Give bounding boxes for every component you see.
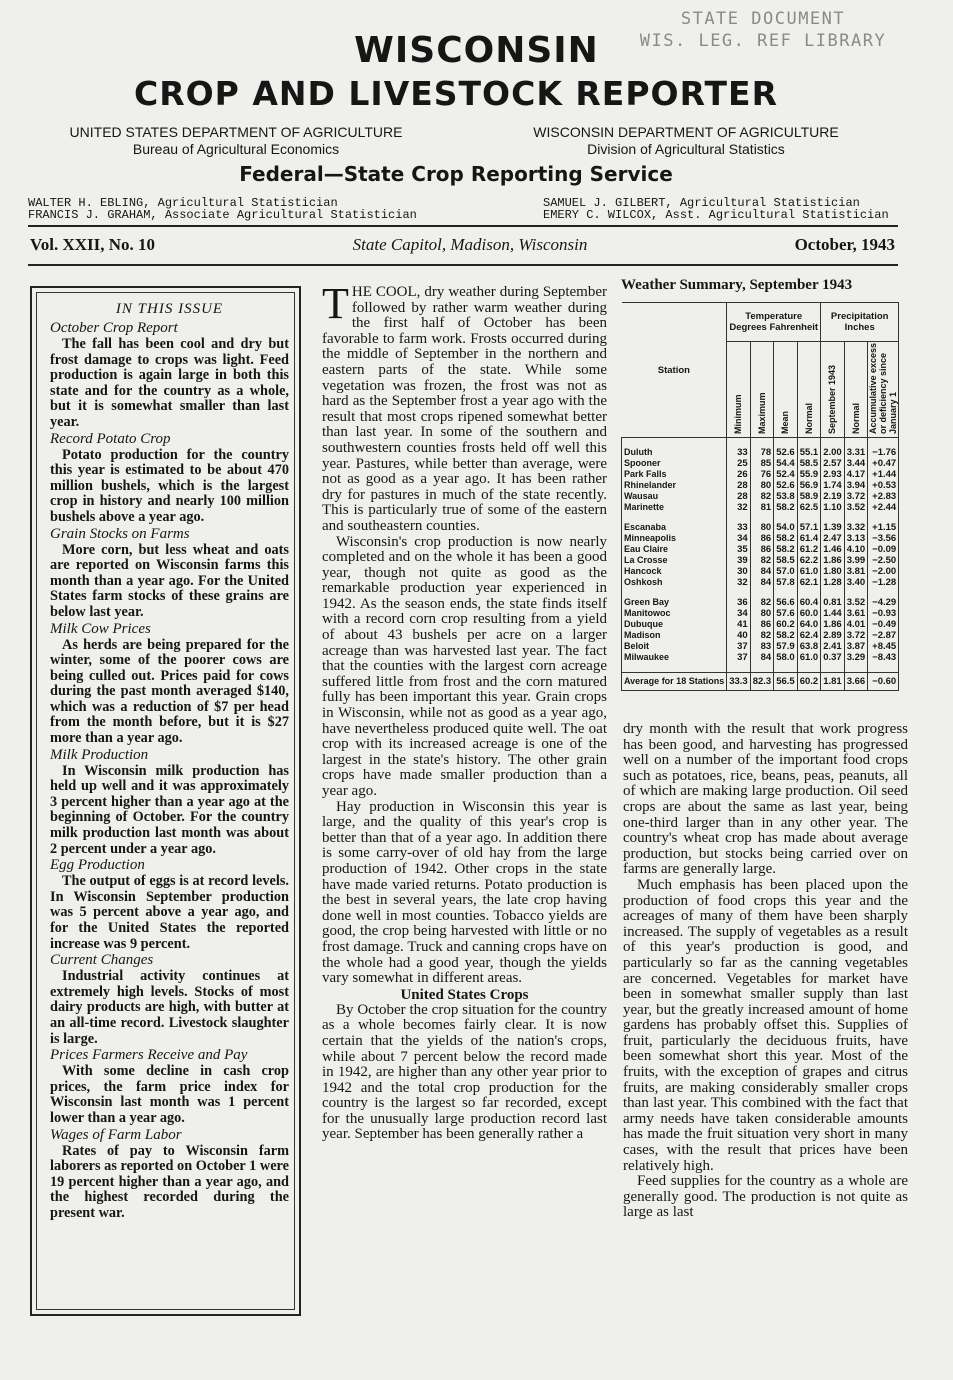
table-cell: 57.9 bbox=[774, 641, 798, 652]
table-cell: +2.44 bbox=[868, 502, 899, 513]
table-cell: 2.19 bbox=[821, 491, 845, 502]
table-cell: 62.4 bbox=[797, 630, 821, 641]
table-cell: 54.0 bbox=[774, 522, 798, 533]
article-paragraph-1: HE COOL, dry weather during September followed by rather warm weather during the first half of October has been favorable to farm work. Frosts occurred during the middle of September in the northern and eastern parts of the state. While some vegetation was frozen, the frost was not as hard as the September frost a year ago with the result that most crops ripened somewhat better than last year. In some of the southern and southwestern counties frosts held off well this year. Pastures, while better than average, were not as good as a year ago. It has been rather dry for pastures in much of the state recently. This is particularly true of some of the eastern and southeastern counties. bbox=[322, 284, 607, 534]
table-cell: 1.28 bbox=[821, 577, 845, 588]
table-cell: 3.29 bbox=[844, 652, 868, 663]
table-cell: Milwaukee bbox=[622, 652, 727, 663]
column-header-label: Mean bbox=[780, 410, 791, 434]
issue-summary: More corn, but less wheat and oats are reported on Wisconsin farms this month than a year ago. For the United States farm stocks of these grains are below last year. bbox=[50, 541, 289, 620]
table-cell: +0.53 bbox=[868, 480, 899, 491]
article-paragraph-4: By October the crop situation for the country as a whole becomes fairly clear. It is now certain that the yields of the nation's crops, while about 7 percent below the record made in 1942, are higher than any other year prior to 1942 and the total crop production for the country is the largest so far recorded, except for the unusually large production record last year. September has been generally rather a bbox=[322, 1001, 607, 1143]
table-cell: 1.74 bbox=[821, 480, 845, 491]
table-cell: 37 bbox=[727, 652, 751, 663]
table-cell: 39 bbox=[727, 555, 751, 566]
issue-heading: October Crop Report bbox=[50, 320, 178, 336]
table-cell: +2.83 bbox=[868, 491, 899, 502]
table-cell: 55.9 bbox=[797, 469, 821, 480]
column-header-label: Normal bbox=[803, 402, 814, 434]
table-cell: 1.80 bbox=[821, 566, 845, 577]
issue-summary: The fall has been cool and dry but frost damage to crops was light. Feed production is again large in both this state and for the country as a whole, but it is somewhat smaller than last year. bbox=[50, 336, 289, 430]
column-header-label: Maximum bbox=[756, 392, 767, 434]
table-cell: 84 bbox=[750, 566, 774, 577]
table-cell: Beloit bbox=[622, 641, 727, 652]
issue-summary: Industrial activity continues at extremely high levels. Stocks of most dairy products are high, with butter at an all-time record. Livestock slaughter is large. bbox=[50, 968, 289, 1047]
table-cell: 80 bbox=[750, 522, 774, 533]
table-row bbox=[622, 597, 899, 608]
table-cell: 60.2 bbox=[774, 619, 798, 630]
article-paragraph-3: Hay production in Wisconsin this year is large, and the quality of this year's crop is better than that of a year ago. In addition there is some carry-over of old hay from the large production of 1942. Other crops in the state have made varied returns. Potato production is the best in several years, the late crop having done well in most counties. Tobacco yields are good, the crop being harvested with little or no frost damage. Truck and canning crops have on the whole had a good year, though the yields vary somewhat in different areas. bbox=[322, 798, 607, 987]
table-cell: 55.1 bbox=[797, 447, 821, 458]
table-cell: 56.5 bbox=[774, 673, 798, 691]
column-header bbox=[821, 342, 845, 438]
table-row bbox=[622, 566, 899, 577]
table-cell: 82 bbox=[750, 597, 774, 608]
in-this-issue-list bbox=[50, 320, 289, 1222]
in-this-issue-box bbox=[36, 292, 295, 1310]
column-header bbox=[774, 342, 798, 438]
group-spacer bbox=[622, 513, 899, 522]
issue-heading: Egg Production bbox=[50, 857, 145, 874]
column-header bbox=[797, 342, 821, 438]
table-cell: 60.2 bbox=[797, 673, 821, 691]
group-precipitation: Precipitation Inches bbox=[821, 303, 899, 342]
table-cell: 3.72 bbox=[844, 630, 868, 641]
column-header bbox=[868, 342, 899, 438]
table-cell: 4.01 bbox=[844, 619, 868, 630]
table-cell: 58.5 bbox=[797, 458, 821, 469]
issue-summary: As herds are being prepared for the winter, some of the poorer cows are being culled out. Prices paid for cows during the past month averaged $140, which was a reduction of $7 per head from the month before, but it is $27 more than a year ago. bbox=[50, 636, 289, 747]
issue-heading: Prices Farmers Receive and Pay bbox=[50, 1047, 248, 1064]
article-paragraph-5: dry month with the result that work progress has been good, and harvesting has progressed well on a number of the important food crops such as potatoes, rice, beans, peas, peanuts, all of which are making large production. Oil seed crops are about the same as last year, being one-third larger than in any other year. The country's wheat crop has made about average production, but stocks being carried over on farms are generally large. bbox=[623, 721, 908, 878]
table-cell: 57.8 bbox=[774, 577, 798, 588]
table-cell: Spooner bbox=[622, 458, 727, 469]
table-cell: Rhinelander bbox=[622, 480, 727, 491]
table-cell: 37 bbox=[727, 641, 751, 652]
table-cell: −2.00 bbox=[868, 566, 899, 577]
table-cell: 60.0 bbox=[797, 608, 821, 619]
table-cell: Madison bbox=[622, 630, 727, 641]
column-header-label: September 1943 bbox=[827, 364, 838, 434]
table-cell: 35 bbox=[727, 544, 751, 555]
table-cell: +0.47 bbox=[868, 458, 899, 469]
table-cell: Wausau bbox=[622, 491, 727, 502]
table-cell: 3.13 bbox=[844, 533, 868, 544]
table-cell: 40 bbox=[727, 630, 751, 641]
table-cell: 58.2 bbox=[774, 630, 798, 641]
wisconsin-department bbox=[505, 124, 867, 158]
table-cell: 76 bbox=[750, 469, 774, 480]
table-cell: 3.40 bbox=[844, 577, 868, 588]
table-row bbox=[622, 544, 899, 555]
article-paragraph-7: Feed supplies for the country as a whole are generally good. The production is not quite as large as last bbox=[623, 1173, 908, 1221]
table-cell: 0.37 bbox=[821, 652, 845, 663]
table-cell: 3.87 bbox=[844, 641, 868, 652]
table-cell: 1.81 bbox=[821, 673, 845, 691]
publication-place: State Capitol, Madison, Wisconsin bbox=[352, 235, 588, 254]
column-header bbox=[727, 342, 751, 438]
table-row bbox=[622, 555, 899, 566]
table-cell: 62.5 bbox=[797, 502, 821, 513]
table-cell: 82.3 bbox=[750, 673, 774, 691]
issue-heading: Milk Production bbox=[50, 746, 149, 763]
usda-line-2: Bureau of Agricultural Economics bbox=[132, 141, 340, 157]
table-cell: 57.6 bbox=[774, 608, 798, 619]
table-cell: 3.81 bbox=[844, 566, 868, 577]
table-cell: Average for 18 Stations bbox=[622, 673, 727, 691]
table-cell: 32 bbox=[727, 502, 751, 513]
usda-line-1: UNITED STATES DEPARTMENT OF AGRICULTURE bbox=[69, 124, 403, 140]
table-cell: 2.89 bbox=[821, 630, 845, 641]
table-cell: 0.81 bbox=[821, 597, 845, 608]
table-cell: 61.4 bbox=[797, 533, 821, 544]
usda-department bbox=[38, 124, 434, 158]
table-cell: 60.4 bbox=[797, 597, 821, 608]
table-row bbox=[622, 447, 899, 458]
table-cell: 80 bbox=[750, 480, 774, 491]
issue-heading: Current Changes bbox=[50, 952, 154, 969]
subhead-united-states-crops: United States Crops bbox=[400, 986, 529, 1003]
table-cell: 34 bbox=[727, 533, 751, 544]
article-column-3 bbox=[623, 722, 908, 1221]
table-row bbox=[622, 480, 899, 491]
table-cell: −0.93 bbox=[868, 608, 899, 619]
table-cell: 3.31 bbox=[844, 447, 868, 458]
table-cell: 58.2 bbox=[774, 544, 798, 555]
table-cell: 82 bbox=[750, 491, 774, 502]
table-cell: 3.99 bbox=[844, 555, 868, 566]
table-cell: 3.72 bbox=[844, 491, 868, 502]
table-cell: 82 bbox=[750, 555, 774, 566]
table-cell: 84 bbox=[750, 652, 774, 663]
table-cell: 3.52 bbox=[844, 502, 868, 513]
table-cell: 34 bbox=[727, 608, 751, 619]
issue-summary: Rates of pay to Wisconsin farm laborers as reported on October 1 were 19 percent higher than a year ago, and the highest recorded during the present war. bbox=[50, 1142, 289, 1221]
table-cell: 62.1 bbox=[797, 577, 821, 588]
table-cell: 58.5 bbox=[774, 555, 798, 566]
table-cell: 53.8 bbox=[774, 491, 798, 502]
issue-date: October, 1943 bbox=[794, 235, 895, 254]
table-cell: +1.15 bbox=[868, 522, 899, 533]
issue-heading: Record Potato Crop bbox=[50, 430, 171, 447]
table-row bbox=[622, 641, 899, 652]
table-cell: 3.44 bbox=[844, 458, 868, 469]
table-row bbox=[622, 522, 899, 533]
table-cell: 63.8 bbox=[797, 641, 821, 652]
table-cell: 2.93 bbox=[821, 469, 845, 480]
table-cell: 84 bbox=[750, 577, 774, 588]
table-cell: Hancock bbox=[622, 566, 727, 577]
stamp-line-2: WIS. LEG. REF LIBRARY bbox=[639, 31, 887, 51]
article-paragraph-2: Wisconsin's crop production is now nearly completed and on the whole it has been a good year, though not quite as good as the remarkable production year experienced in 1942. As the season ends, the state finds itself with a record corn crop resulting from a yield of about 43 bushels per acre on a larger acreage than was harvested last year. The fact that the counties with the largest corn acreage suffered little from frost and the corn matured fully has been important this year. Grain crops in Wisconsin, while not as good as a year ago, have nevertheless produced quite well. The oat crop with its increased acreage is one of the largest in the state's history. The other grain crops have made smaller production than a year ago. bbox=[322, 533, 607, 799]
table-cell: 58.9 bbox=[797, 491, 821, 502]
table-cell: 41 bbox=[727, 619, 751, 630]
service-title: Federal—State Crop Reporting Service bbox=[239, 162, 673, 186]
staff-left bbox=[28, 197, 417, 221]
table-cell: −8.43 bbox=[868, 652, 899, 663]
table-cell: 1.46 bbox=[821, 544, 845, 555]
table-cell: 57.0 bbox=[774, 566, 798, 577]
table-cell: +1.44 bbox=[868, 469, 899, 480]
table-cell: Eau Claire bbox=[622, 544, 727, 555]
table-cell: Oshkosh bbox=[622, 577, 727, 588]
table-cell: 1.86 bbox=[821, 555, 845, 566]
drop-cap: T bbox=[322, 279, 349, 328]
column-header-label: Accumulative excess or deficiency since January 1 bbox=[868, 342, 899, 434]
staff-right bbox=[543, 197, 889, 221]
staff-right-2: EMERY C. WILCOX, Asst. Agricultural Statistician bbox=[543, 208, 889, 222]
table-row bbox=[622, 619, 899, 630]
table-cell: 33 bbox=[727, 447, 751, 458]
wda-line-2: Division of Agricultural Statistics bbox=[587, 141, 785, 157]
table-cell: 2.57 bbox=[821, 458, 845, 469]
table-cell: 1.10 bbox=[821, 502, 845, 513]
table-cell: 1.39 bbox=[821, 522, 845, 533]
table-cell: Duluth bbox=[622, 447, 727, 458]
table-cell: −1.28 bbox=[868, 577, 899, 588]
table-cell: Escanaba bbox=[622, 522, 727, 533]
table-cell: 85 bbox=[750, 458, 774, 469]
staff-left-1: WALTER H. EBLING, Agricultural Statistician bbox=[28, 196, 338, 210]
column-header-label: Normal bbox=[850, 402, 861, 434]
column-header bbox=[844, 342, 868, 438]
issue-heading: Grain Stocks on Farms bbox=[50, 525, 190, 542]
table-cell: 86 bbox=[750, 619, 774, 630]
table-row bbox=[622, 577, 899, 588]
table-cell: 3.66 bbox=[844, 673, 868, 691]
table-cell: 1.86 bbox=[821, 619, 845, 630]
table-cell: 64.0 bbox=[797, 619, 821, 630]
table-cell: 4.10 bbox=[844, 544, 868, 555]
table-cell: Green Bay bbox=[622, 597, 727, 608]
col-station: Station bbox=[622, 303, 727, 438]
table-cell: Dubuque bbox=[622, 619, 727, 630]
table-cell: 54.4 bbox=[774, 458, 798, 469]
table-cell: 86 bbox=[750, 533, 774, 544]
issue-heading: Milk Cow Prices bbox=[50, 620, 151, 637]
table-cell: Marinette bbox=[622, 502, 727, 513]
table-cell: 3.61 bbox=[844, 608, 868, 619]
header-rule-top bbox=[28, 225, 898, 227]
table-cell: 86 bbox=[750, 544, 774, 555]
table-cell: 52.6 bbox=[774, 447, 798, 458]
table-cell: 33 bbox=[727, 522, 751, 533]
table-cell: 3.94 bbox=[844, 480, 868, 491]
table-cell: 56.9 bbox=[797, 480, 821, 491]
table-cell: −2.87 bbox=[868, 630, 899, 641]
weather-summary-title: Weather Summary, September 1943 bbox=[621, 277, 853, 293]
volume-number: Vol. XXII, No. 10 bbox=[30, 235, 156, 254]
table-cell: 52.4 bbox=[774, 469, 798, 480]
table-cell: 33.3 bbox=[727, 673, 751, 691]
table-cell: 1.44 bbox=[821, 608, 845, 619]
masthead-title-2: CROP AND LIVESTOCK REPORTER bbox=[134, 74, 778, 113]
table-cell: 2.00 bbox=[821, 447, 845, 458]
table-cell: 62.2 bbox=[797, 555, 821, 566]
weather-rows bbox=[622, 438, 899, 691]
table-cell: 58.2 bbox=[774, 533, 798, 544]
group-spacer bbox=[622, 588, 899, 597]
staff-right-1: SAMUEL J. GILBERT, Agricultural Statistician bbox=[543, 196, 860, 210]
header-rule-bottom bbox=[28, 264, 898, 266]
table-cell: 82 bbox=[750, 630, 774, 641]
table-cell: La Crosse bbox=[622, 555, 727, 566]
table-cell: 28 bbox=[727, 480, 751, 491]
table-row bbox=[622, 491, 899, 502]
table-cell: 36 bbox=[727, 597, 751, 608]
table-cell: −3.56 bbox=[868, 533, 899, 544]
table-cell: 58.2 bbox=[774, 502, 798, 513]
wda-line-1: WISCONSIN DEPARTMENT OF AGRICULTURE bbox=[533, 124, 839, 140]
table-cell: 61.0 bbox=[797, 652, 821, 663]
table-cell: Manitowoc bbox=[622, 608, 727, 619]
issue-summary: Potato production for the country this year is estimated to be about 470 million bushels, which is the largest crop in history and nearly 100 million bushels above a year ago. bbox=[50, 446, 289, 525]
table-cell: 32 bbox=[727, 577, 751, 588]
stamp-line-1: STATE DOCUMENT bbox=[680, 9, 846, 29]
table-cell: +8.45 bbox=[868, 641, 899, 652]
staff-left-2: FRANCIS J. GRAHAM, Associate Agricultural Statistician bbox=[28, 208, 417, 222]
column-header-label: Minimum bbox=[733, 394, 744, 434]
issue-summary: With some decline in cash crop prices, the farm price index for Wisconsin last month was 1 percent lower than a year ago. bbox=[50, 1063, 289, 1126]
table-cell: 57.1 bbox=[797, 522, 821, 533]
table-cell: 83 bbox=[750, 641, 774, 652]
table-cell: 81 bbox=[750, 502, 774, 513]
average-row bbox=[622, 673, 899, 691]
group-temperature: Temperature Degrees Fahrenheit bbox=[727, 303, 821, 342]
table-row bbox=[622, 533, 899, 544]
article-paragraph-6: Much emphasis has been placed upon the production of food crops this year and the acreages of many of them have been sharply increased. The supply of vegetables as a result of this year's production is good, and particularly so far as the canning vegetables are concerned. Vegetables for market have been in somewhat smaller supply than last year, but the greatly increased amount of home gardens has probably offset this. Supplies of fruit, particularly the deciduous fruits, have been somewhat short this year. Most of the fruits, with the exception of grapes and citrus fruits, are making considerably smaller crops than last year. This combined with the fact that army needs have taken considerable amounts has made the fruit situation very short in many cases, with the result that prices have been relatively high. bbox=[623, 876, 908, 1174]
table-cell: −0.60 bbox=[868, 673, 899, 691]
table-cell: −0.49 bbox=[868, 619, 899, 630]
table-cell: 3.32 bbox=[844, 522, 868, 533]
table-cell: −4.29 bbox=[868, 597, 899, 608]
column-header bbox=[750, 342, 774, 438]
group-spacer bbox=[622, 438, 899, 448]
table-cell: 26 bbox=[727, 469, 751, 480]
table-row bbox=[622, 502, 899, 513]
issue-summary: The output of eggs is at record levels. In Wisconsin September production was 5 percent above a year ago, and for the United States the reported increase was 9 percent. bbox=[50, 873, 289, 952]
table-cell: 56.6 bbox=[774, 597, 798, 608]
table-cell: 61.0 bbox=[797, 566, 821, 577]
table-cell: 4.17 bbox=[844, 469, 868, 480]
issue-heading: Wages of Farm Labor bbox=[50, 1126, 182, 1143]
table-cell: 25 bbox=[727, 458, 751, 469]
table-cell: 2.41 bbox=[821, 641, 845, 652]
table-cell: 80 bbox=[750, 608, 774, 619]
table-row bbox=[622, 469, 899, 480]
table-row bbox=[622, 458, 899, 469]
table-cell: −0.09 bbox=[868, 544, 899, 555]
table-cell: 3.52 bbox=[844, 597, 868, 608]
article-column-2 bbox=[322, 279, 607, 1143]
table-cell: 78 bbox=[750, 447, 774, 458]
weather-summary-table bbox=[621, 302, 899, 718]
masthead-title-1: WISCONSIN bbox=[354, 30, 599, 71]
table-cell: 30 bbox=[727, 566, 751, 577]
table-cell: 58.0 bbox=[774, 652, 798, 663]
table-cell: 2.47 bbox=[821, 533, 845, 544]
issue-summary: In Wisconsin milk production has held up well and it was approximately 3 percent higher than a year ago at the beginning of October. For the country milk production last month was about 2 percent under a year ago. bbox=[50, 762, 289, 857]
table-cell: Minneapolis bbox=[622, 533, 727, 544]
table-cell: 61.2 bbox=[797, 544, 821, 555]
table-cell: Park Falls bbox=[622, 469, 727, 480]
table-cell: 52.6 bbox=[774, 480, 798, 491]
table-cell: 28 bbox=[727, 491, 751, 502]
table-row bbox=[622, 630, 899, 641]
in-this-issue-title: IN THIS ISSUE bbox=[115, 301, 224, 317]
table-cell: −2.50 bbox=[868, 555, 899, 566]
table-row bbox=[622, 608, 899, 619]
table-row bbox=[622, 652, 899, 663]
table-cell: −1.76 bbox=[868, 447, 899, 458]
